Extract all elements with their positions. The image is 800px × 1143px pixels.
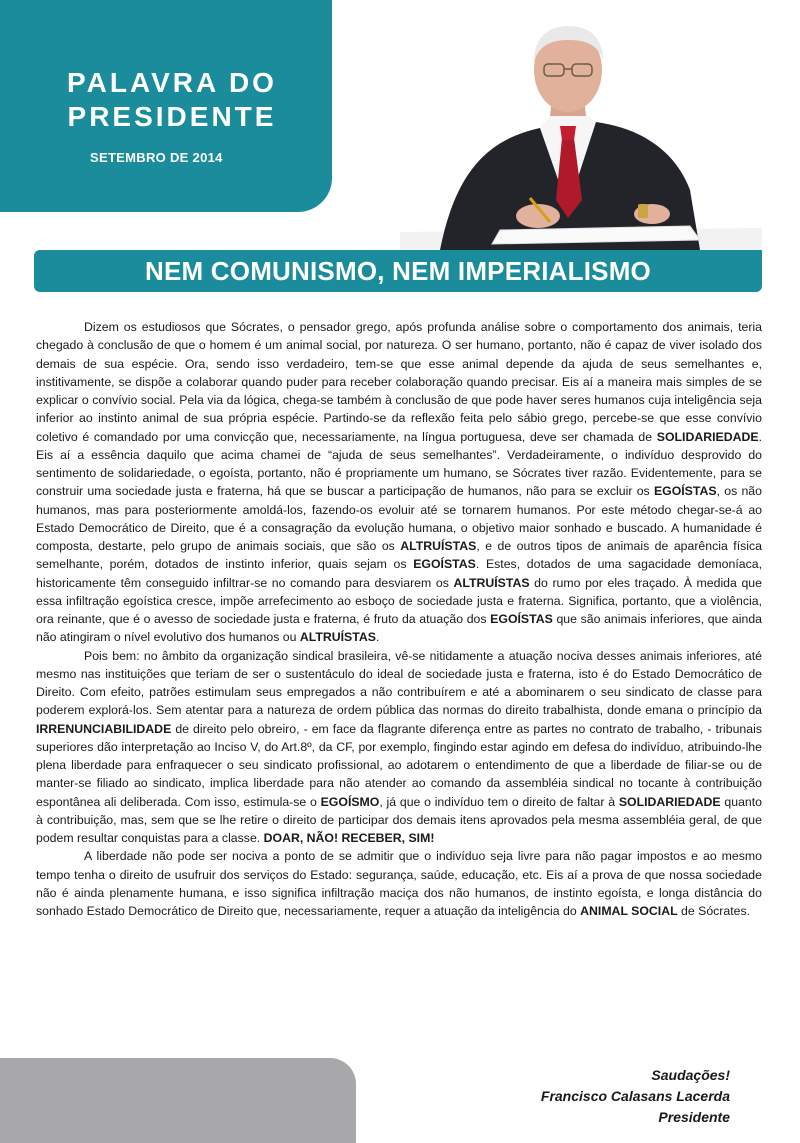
bold-term: EGOÍSTAS (413, 557, 476, 572)
president-photo (400, 0, 762, 250)
text: quanto à contribuição, mas, sem que se lhe retire o direito de participar dos demais itens aprovados pela mesma assembléia geral, de que podem resultar conquistas para a classe. (36, 794, 762, 845)
page-title (42, 66, 302, 134)
text: Dizem os estudiosos que Sócrates, o pensador grego, após profunda análise sobre o comportamento dos animais, teria chegado à conclusão de que o homem é um animal social, por natureza. O ser humano, portanto, não é capaz de viver isolado dos demais de sua espécie. Ora, sendo isso verdadeiro, tem-se que esse animal depende da ajuda de seus semelhantes e, institivamente, se dispõe a colaborar quando puder para receber colaboração quando precisar. Eis aí a maneira mais simples de se explicar o convívio social. Pela via da lógica, chega-se também à conclusão de que pode haver seres humanos cuja inteligência seja inferior ao instinto animal de sua própria espécie. Partindo-se da reflexão feita pelo sábio grego, percebe-se que esse convívio coletivo é comandado por uma convicção que, necessariamente, na língua portuguesa, deve ser chamada de (36, 320, 762, 444)
title-line-2: PRESIDENTE (67, 101, 277, 132)
headline: NEM COMUNISMO, NEM IMPERIALISMO (145, 255, 651, 286)
author-name: Francisco Calasans Lacerda (540, 1088, 730, 1104)
issue-date: SETEMBRO DE 2014 (90, 150, 223, 165)
author-role: Presidente (658, 1109, 730, 1125)
text: que são animais inferiores, que ainda não atingiram o nível evolutivo dos humanos ou (36, 612, 762, 645)
bold-term: IRRENUNCIABILIDADE (36, 721, 172, 736)
text: . Estes, dotados de uma sagacidade demoníaca, historicamente têm conseguido infiltrar-se no comando para desviarem os (36, 557, 762, 590)
article-body (36, 318, 762, 920)
signature-block (541, 1065, 730, 1128)
bold-term: ALTRUÍSTAS (453, 575, 530, 590)
text: de Sócrates. (677, 904, 751, 918)
bold-term: ALTRUÍSTAS (299, 630, 376, 645)
headline-banner (34, 250, 762, 292)
greeting: Saudações! (651, 1067, 730, 1083)
header-panel (0, 0, 332, 212)
text: , os não humanos, mas para posteriormente amoldá-los, fazendo-os evoluir até se tornarem humanos. Por este método chegar-se-á ao Estado Democrático de Direito, que é a consagração da evolução humana, o objetivo maior sonhado e buscado. A humanidade é composta, destarte, pelo grupo de animais sociais, que são os (36, 484, 762, 553)
bold-term: SOLIDARIEDADE (656, 429, 759, 444)
text: . Eis aí a essência daquilo que acima chamei de “ajuda de seus semelhantes”. Verdadeiramente, o indivíduo desprovido do sentimento de solidariedade, o egoísta, portanto, não é propriamente um humano, se Sócrates tiver razão. Evidentemente, para se construir uma sociedade justa e fraterna, há que se buscar a participação de humanos, não para se excluir os (36, 429, 762, 499)
text: do rumo por eles traçado. À medida que essa infiltração egoística cresce, impõe arrefecimento ao esboço de sociedade justa e fraterna. Significa, portanto, que a violência, ora reinante, que é o avesso de sociedade justa e fraterna, é fruto da atuação dos (36, 575, 762, 626)
footer-panel (0, 1058, 356, 1143)
text: , e de outros tipos de animais de aparência física semelhante, porém, dotados de instinto inferior, quais sejam os (36, 539, 762, 572)
bold-term: ANIMAL SOCIAL (580, 904, 678, 918)
paragraph-1 (36, 318, 762, 647)
title-line-1: PALAVRA DO (67, 67, 277, 98)
text: . (375, 630, 380, 645)
paragraph-2 (36, 647, 762, 848)
bold-term: EGOÍSTAS (490, 612, 553, 626)
bold-term: DOAR, NÃO! RECEBER, SIM! (263, 831, 435, 845)
bold-term: EGOÍSMO (320, 794, 380, 809)
bold-term: SOLIDARIEDADE (618, 794, 721, 809)
bold-term: EGOÍSTAS (653, 484, 717, 499)
text: , já que o indivíduo tem o direito de faltar à (379, 794, 619, 809)
paragraph-3 (36, 847, 762, 920)
text: A liberdade não pode ser nociva a ponto de se admitir que o indivíduo seja livre para não pagar impostos e ao mesmo tempo tenha o direito de usufruir dos serviços do Estado: segurança, saúde, educação, etc. Eis aí a prova de que nossa sociedade não é ainda plenamente humana, e isso significa infiltração maciça dos não humanos, de instinto egoísta, e longa distância do sonhado Estado Democrático de Direito que, necessariamente, requer a atuação da inteligência do (36, 849, 762, 918)
text: Pois bem: no âmbito da organização sindical brasileira, vê-se nitidamente a atuação nociva desses animais inferiores, até mesmo nas instituições que teriam de ser o sustentáculo do ideal de sociedade justa e fraterna, isto é do Estado Democrático de Direito. Com efeito, patrões estimulam seus empregados a não contribuírem e até a abominarem o seu sindicato de classe para poderem explorá-los. Sem atentar para a natureza de ordem pública das normas do direito trabalhista, donde emana o princípio da (36, 648, 762, 718)
bold-term: ALTRUÍSTAS (400, 539, 477, 553)
text: de direito pelo obreiro, - em face da flagrante diferença entre as partes no contrato de trabalho, - tribunais superiores dão interpretação ao Inciso V, do Art.8º, da CF, por exemplo, fingindo estar agindo em defesa do indivíduo, atribuindo-lhe plena liberdade para enfraquecer o seu sindicato profissional, ao adotarem o entendimento de que a liberdade de filiar-se ou de manter-se filiado ao sindicato, implica liberdade para não atender ao comando da assembléia sindical no tocante à contribuição espontânea ali deliberada. Com isso, estimula-se o (36, 721, 762, 809)
